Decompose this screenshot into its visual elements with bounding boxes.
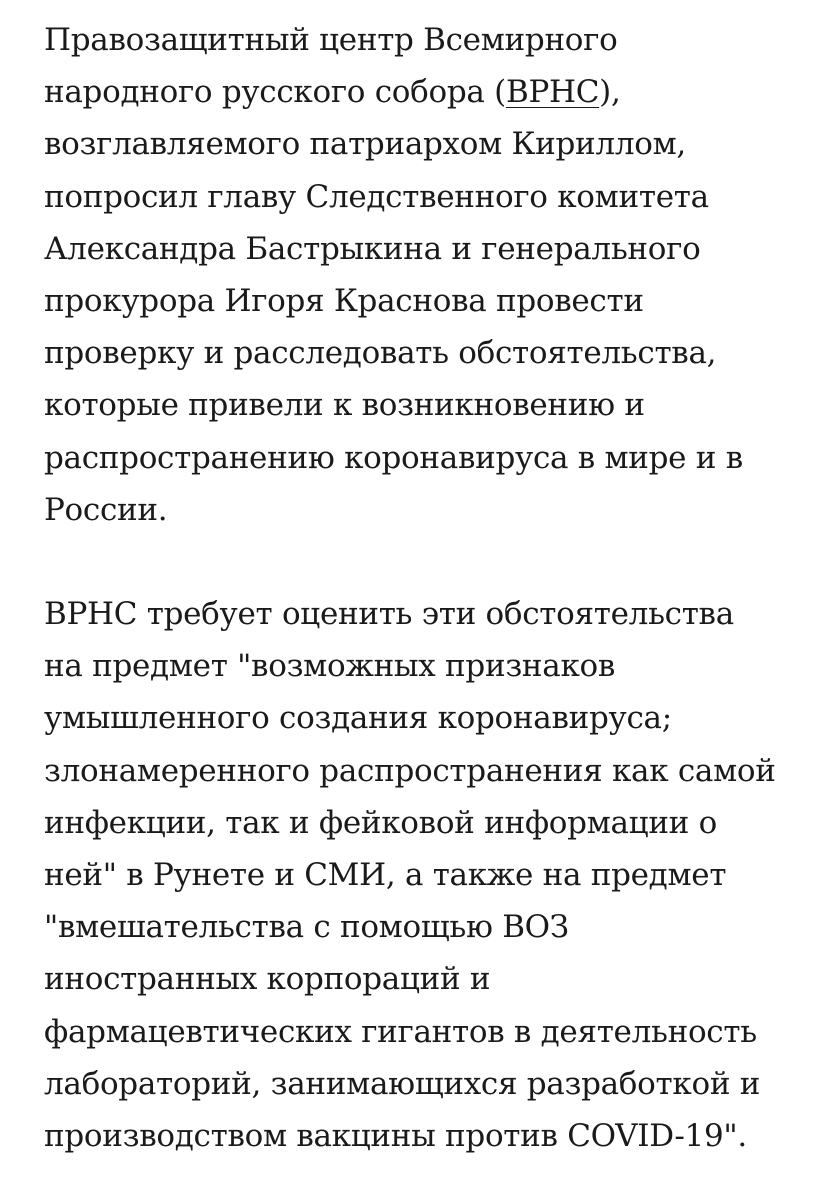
text-line: Правозащитный центр Всемирного (44, 22, 618, 58)
text-line: возглавляемого патриархом Кириллом, (44, 126, 686, 163)
paragraph-2 (44, 588, 804, 1162)
paragraph-1 (44, 14, 804, 536)
text-line: распространению коронавируса в мире и в (44, 439, 743, 476)
text-line: России. (44, 491, 168, 528)
text-line: злонамеренного распространения как самой (44, 752, 776, 789)
text-line (44, 66, 804, 118)
text-line: попросил главу Следственного комитета (44, 178, 709, 215)
text-line: которые привели к возникновению и (44, 387, 645, 424)
text-line: прокурора Игоря Краснова провести (44, 283, 644, 320)
text-line: инфекции, так и фейковой информации о (44, 804, 717, 841)
text-line: Александра Бастрыкина и генерального (44, 230, 701, 267)
text-line: лабораторий, занимающихся разработкой и (44, 1065, 761, 1102)
vrns-link[interactable]: ВРНС (505, 74, 600, 111)
text-fragment: ), (599, 74, 621, 111)
text-line: "вмешательства с помощью ВОЗ (44, 909, 569, 946)
text-line: иностранных корпораций и (44, 961, 491, 998)
text-line: ВРНС требует оценить эти обстоятельства (44, 596, 734, 633)
article-body (44, 14, 804, 1162)
text-line: проверку и расследовать обстоятельства, (44, 335, 717, 372)
text-line: умышленного создания коронавируса; (44, 700, 672, 737)
text-line: фармацевтических гигантов в деятельность (44, 1013, 757, 1050)
text-fragment: народного русского собора ( (44, 74, 506, 111)
text-line: ней" в Рунете и СМИ, а также на предмет (44, 857, 727, 894)
text-line: на предмет "возможных признаков (44, 648, 616, 685)
text-line: производством вакцины против COVID-19". (44, 1118, 747, 1155)
